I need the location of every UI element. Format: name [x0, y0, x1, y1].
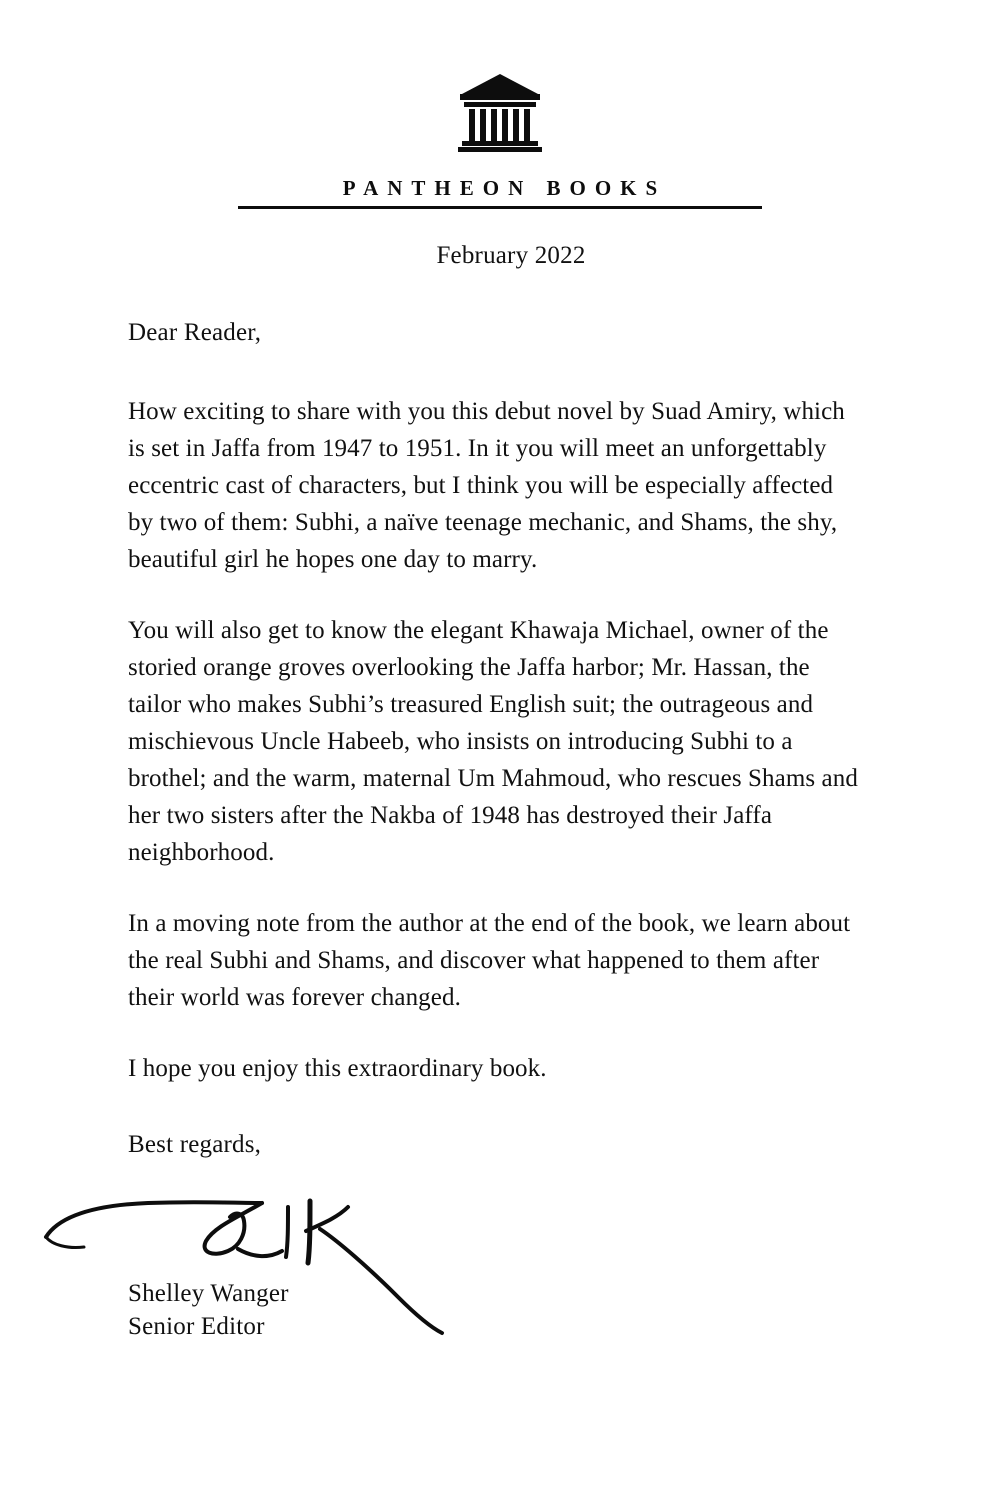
- signer-title: Senior Editor: [128, 1313, 265, 1341]
- letter-closing: Best regards,: [128, 1130, 262, 1158]
- letter-body: [128, 240, 864, 1341]
- letter-paragraph-3: In a moving note from the author at the end of the book, we learn about the real Subhi and Shams, and discover what happened to them after their world was forever changed.: [128, 909, 851, 1011]
- publisher-name: PANTHEON BOOKS: [238, 176, 762, 209]
- signer-name: Shelley Wanger: [128, 1279, 289, 1307]
- letter-paragraph-1: How exciting to share with you this debut novel by Suad Amiry, which is set in Jaffa from 1947 to 1951. In it you will meet an unforgettably eccentric cast of characters, but I think you will be especially affected by two of them: Subhi, a naïve teenage mechanic, and Shams, the shy, beautiful girl he hopes one day to marry.: [128, 397, 845, 573]
- signature-block: [128, 1165, 864, 1341]
- greek-temple-icon: [452, 72, 548, 154]
- signer-info: [128, 1277, 289, 1345]
- letter-salutation: Dear Reader,: [128, 318, 262, 346]
- letter-paragraph-4: I hope you enjoy this extraordinary book.: [128, 1054, 547, 1082]
- letter-date: February 2022: [436, 242, 586, 269]
- letter-paragraph-2: You will also get to know the elegant Khawaja Michael, owner of the storied orange groves overlooking the Jaffa harbor; Mr. Hassan, the tailor who makes Subhi’s treasured English suit; the outrageous and mischievous Uncle Habeeb, who insists on introducing Subhi to a brothel; and the warm, maternal Um Mahmoud, who rescues Shams and her two sisters after the Nakba of 1948 has destroyed their Jaffa neighborhood.: [128, 616, 858, 866]
- letterhead: [0, 0, 1000, 209]
